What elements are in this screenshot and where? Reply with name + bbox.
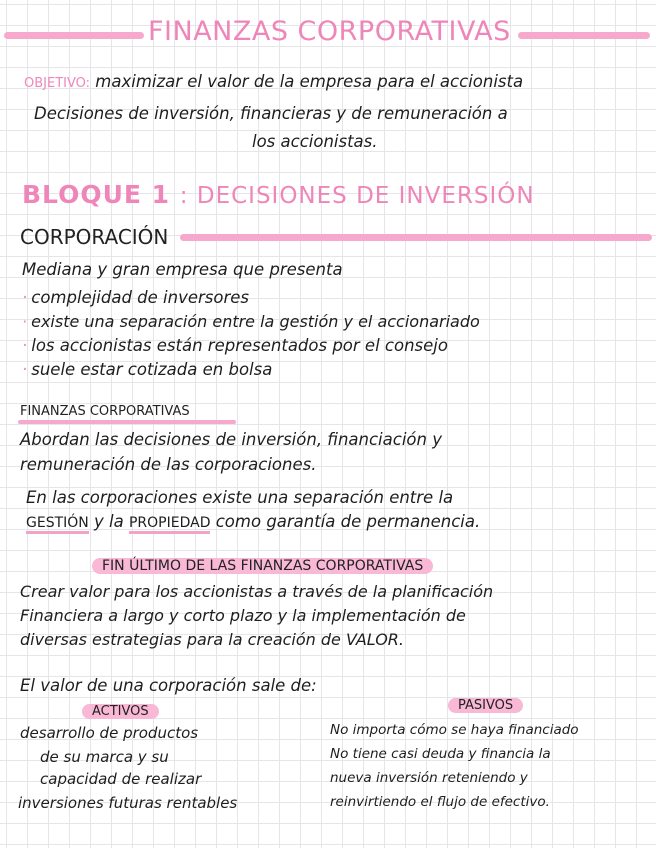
title-bar-right — [518, 32, 650, 39]
activos-line2: de su marca y su — [40, 748, 169, 766]
bloque-number: BLOQUE 1 — [22, 180, 171, 209]
activos-label: ACTIVOS — [82, 704, 159, 719]
finanzas-line1: Abordan las decisiones de inversión, financiación y — [20, 430, 442, 449]
fin-line1: Crear valor para los accionistas a través de la planificación — [20, 582, 494, 601]
activos-line1: desarrollo de productos — [20, 724, 199, 742]
finanzas-line3: En las corporaciones existe una separación entre la — [26, 488, 454, 507]
fin-line3: diversas estrategias para la creación de VALOR. — [20, 630, 404, 649]
page-title: FINANZAS CORPORATIVAS — [148, 16, 511, 47]
valor-intro: El valor de una corporación sale de: — [20, 676, 317, 695]
title-bar-left — [4, 32, 144, 39]
corporacion-bullet-2: · existe una separación entre la gestión y el accionariado — [22, 312, 480, 331]
objetivo-line — [24, 72, 523, 91]
corporacion-bullet-3: · los accionistas están representados por el consejo — [22, 336, 448, 355]
objetivo-label: OBJETIVO: — [24, 76, 91, 91]
activos-line4: inversiones futuras rentables — [18, 794, 238, 812]
pasivos-line2: No tiene casi deuda y financia la — [330, 746, 551, 762]
gestion-word: GESTIÓN — [26, 515, 89, 534]
corporacion-bar — [180, 234, 652, 241]
objetivo-line2: Decisiones de inversión, financieras y de remuneración a — [34, 104, 508, 123]
finanzas-line2: remuneración de las corporaciones. — [20, 455, 317, 474]
bloque-heading — [22, 180, 535, 209]
objetivo-line3: los accionistas. — [252, 132, 378, 151]
corporacion-bullet-1: · complejidad de inversores — [22, 288, 250, 307]
corporacion-heading: CORPORACIÓN — [20, 225, 169, 249]
corporacion-bullet-4: · suele estar cotizada en bolsa — [22, 360, 273, 379]
pasivos-line3: nueva inversión reteniendo y — [330, 770, 528, 786]
objetivo-text: maximizar el valor de la empresa para el accionista — [95, 72, 524, 91]
finanzas-line4: GESTIÓN y la PROPIEDAD como garantía de permanencia. — [26, 512, 480, 531]
pasivos-label: PASIVOS — [448, 698, 523, 713]
activos-line3: capacidad de realizar — [40, 770, 202, 788]
bloque-subheading: : DECISIONES DE INVERSIÓN — [179, 183, 535, 209]
fin-line2: Financiera a largo y corto plazo y la implementación de — [20, 606, 466, 625]
propiedad-word: PROPIEDAD — [129, 515, 211, 534]
pasivos-line1: No importa cómo se haya financiado — [330, 722, 579, 738]
pasivos-line4: reinvirtiendo el flujo de efectivo. — [330, 794, 550, 810]
fin-heading: FIN ÚLTIMO DE LAS FINANZAS CORPORATIVAS — [92, 558, 433, 574]
corporacion-intro: Mediana y gran empresa que presenta — [22, 260, 343, 279]
finanzas-underline — [18, 420, 236, 424]
finanzas-heading: FINANZAS CORPORATIVAS — [20, 404, 190, 419]
